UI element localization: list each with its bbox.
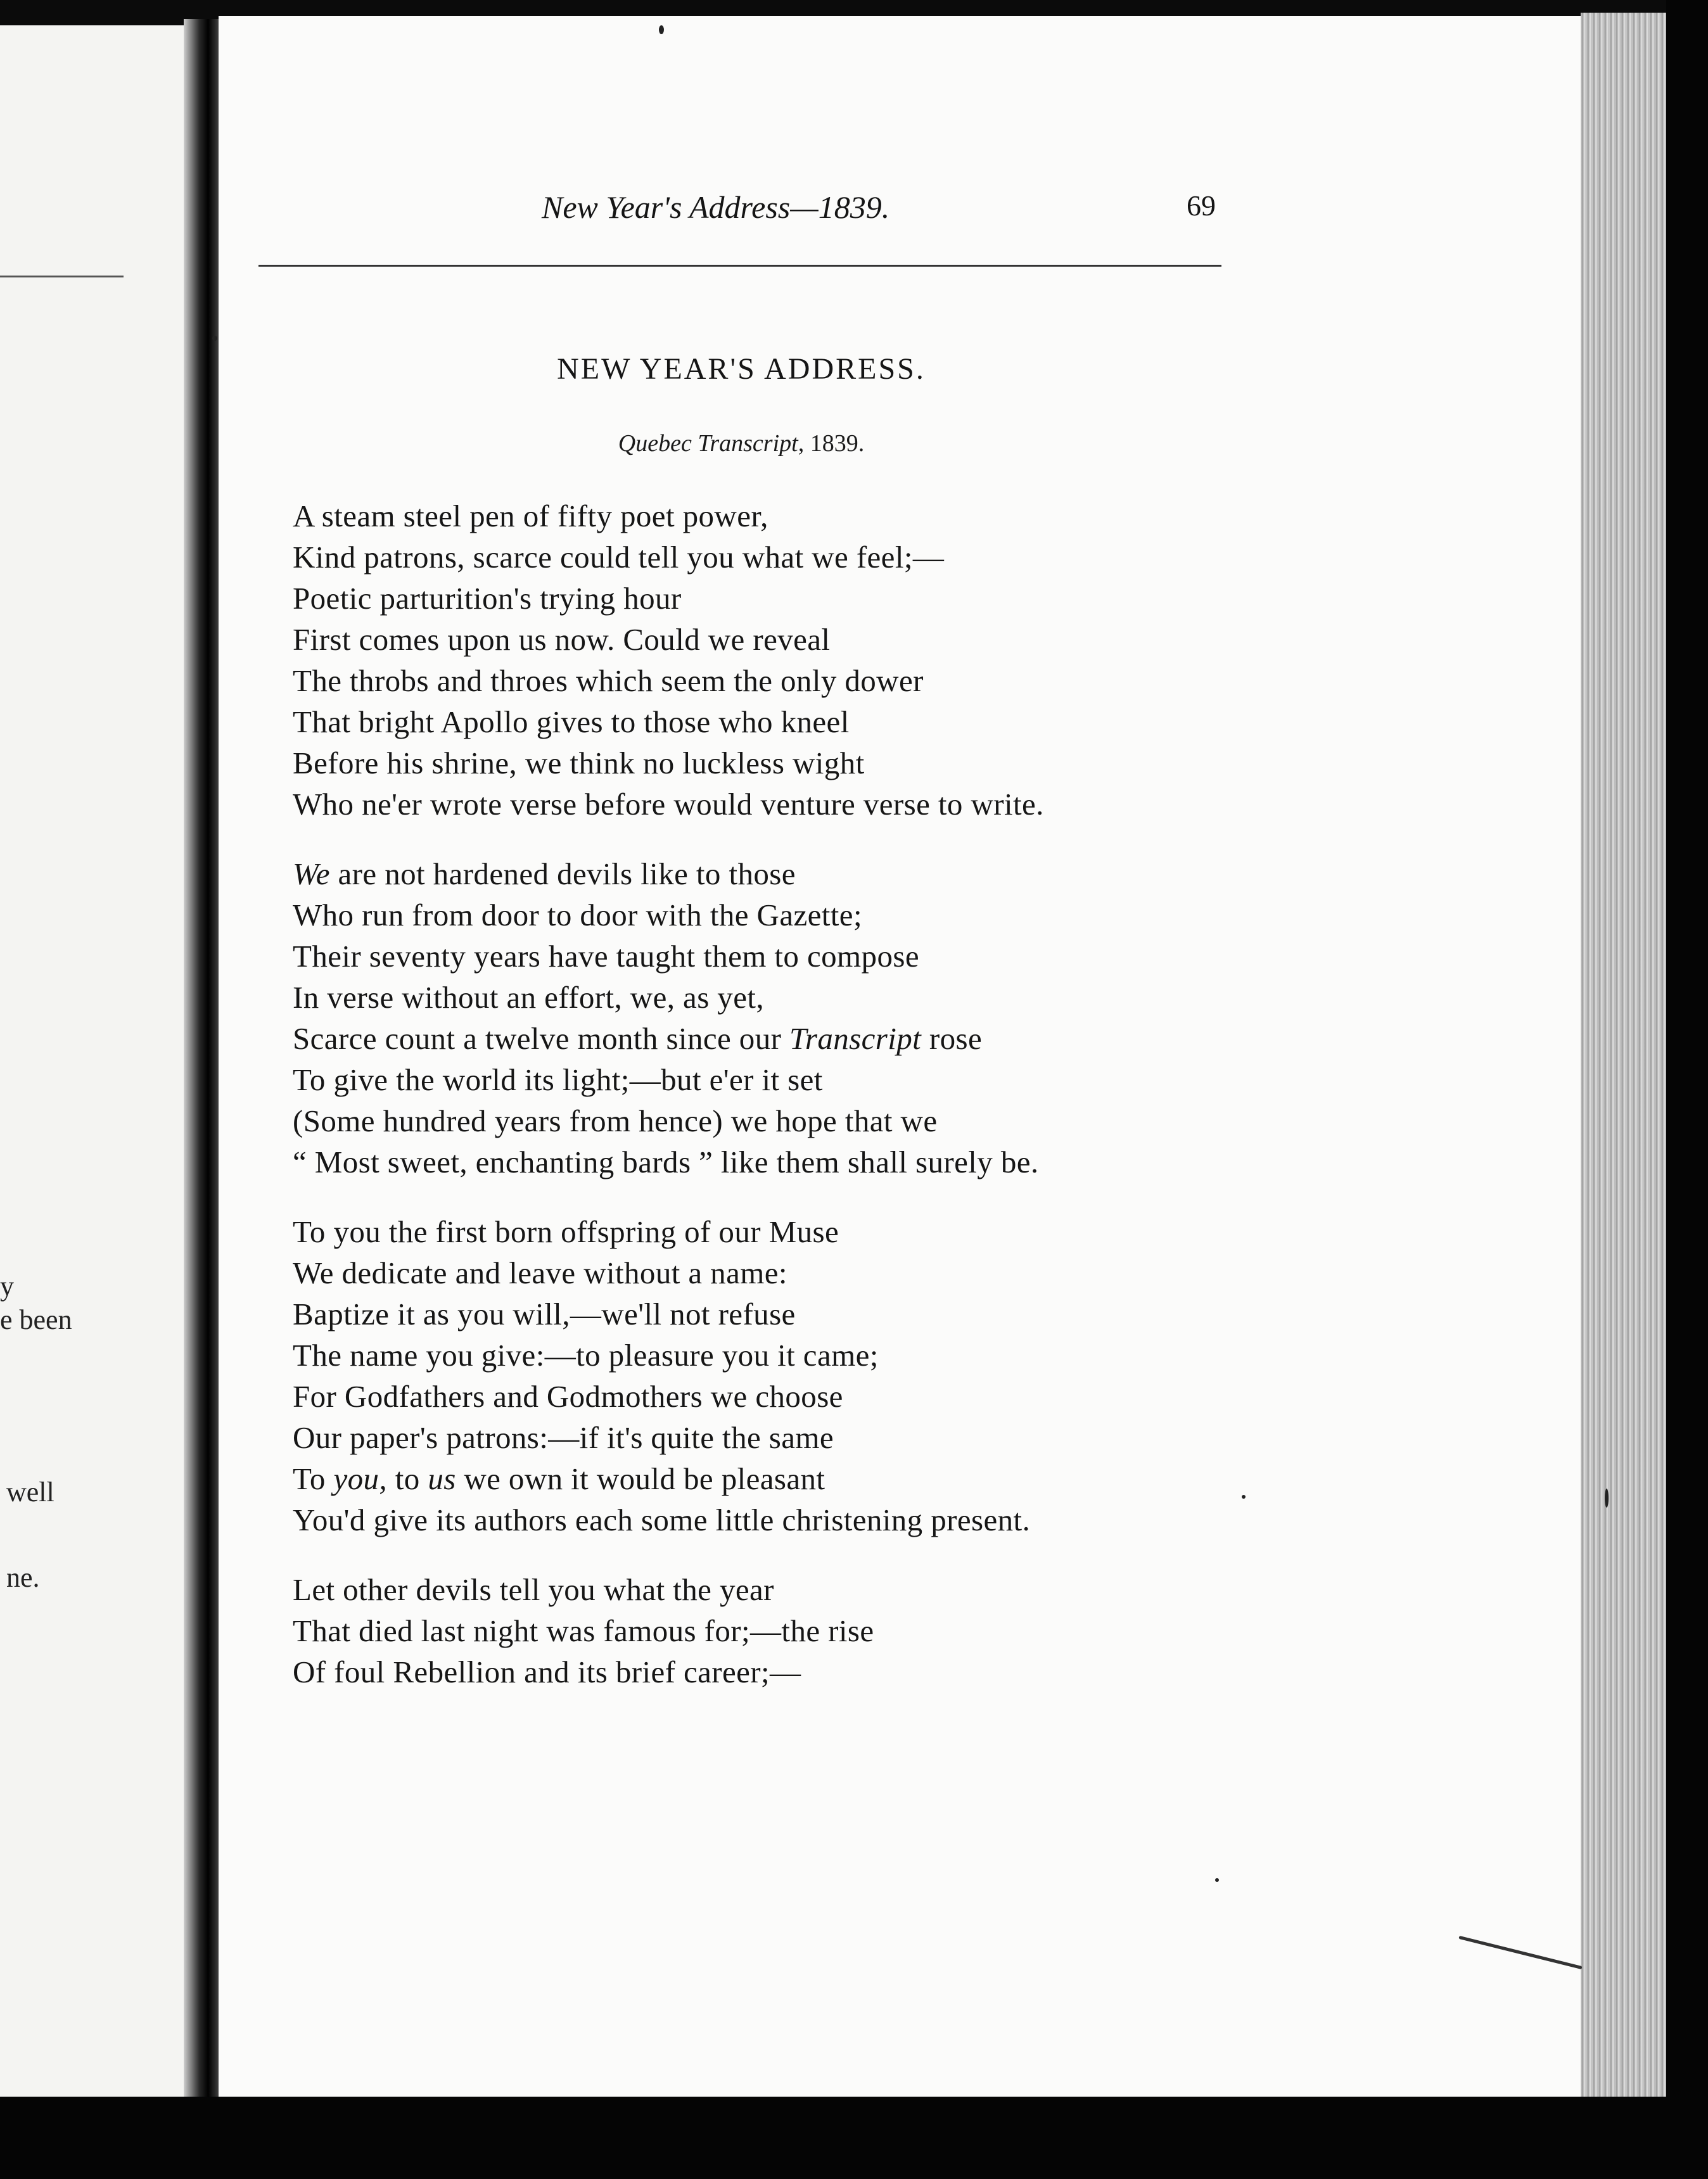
poem-line: Before his shrine, we think no luckless wight [293,746,865,780]
source-publication: Quebec Transcript, [618,430,805,457]
poem-line-text: rose [929,1021,983,1056]
poem-line: A steam steel pen of fifty poet power, [293,499,768,533]
poem-line: To you the first born offspring of our Muse [293,1214,839,1249]
poem-line: Who run from door to door with the Gazette; [293,898,862,932]
poem-line [293,1460,825,1498]
poem-line: That bright Apollo gives to those who kneel [293,704,850,739]
header-rule [258,265,1221,267]
italic-word: Transcript [789,1021,922,1056]
scan-speck [1215,1878,1219,1882]
poem-line: Who ne'er wrote verse before would venture verse to write. [293,787,1044,822]
poem-line: Of foul Rebellion and its brief career;— [293,1655,801,1689]
poem-line: In verse without an effort, we, as yet, [293,980,765,1015]
left-page-fragment: well [6,1477,54,1508]
poem-line-text: we own it would be pleasant [464,1461,825,1496]
poem-line: Baptize it as you will,—we'll not refuse [293,1297,796,1331]
left-page-fragment: y [0,1271,14,1302]
poem-line-text: are not hardened devils like to those [338,856,796,891]
right-page [219,16,1584,2100]
poem-line: Our paper's patrons:—if it's quite the same [293,1420,834,1455]
poem-line: For Godfathers and Godmothers we choose [293,1379,843,1414]
poem-line [293,1020,982,1058]
scan-border-bottom [0,2097,1708,2179]
running-head-title: New Year's Address—1839. [542,189,890,225]
italic-word: We [293,856,330,891]
poem-line: We dedicate and leave without a name: [293,1255,787,1290]
poem-line: You'd give its authors each some little christening present. [293,1502,1031,1537]
left-page-fragment: e been [0,1304,72,1335]
poem-line: First comes upon us now. Could we reveal [293,622,831,657]
poem-line: “ Most sweet, enchanting bards ” like them shall surely be. [293,1145,1039,1179]
scan-speck [212,336,217,341]
page-number: 69 [1187,189,1216,222]
poem-line: The throbs and throes which seem the only dower [293,663,924,698]
left-page-fragment: ne. [6,1562,40,1593]
poem-line: Poetic parturition's trying hour [293,581,682,616]
scan-border [1666,0,1708,2179]
poem-line: To give the world its light;—but e'er it set [293,1062,823,1097]
poem-line: Their seventy years have taught them to compose [293,939,919,974]
poem-line-text: Scarce count a twelve month since our [293,1021,782,1056]
poem-line: That died last night was famous for;—the rise [293,1613,874,1648]
left-page-rule [0,276,124,277]
poem-line: Let other devils tell you what the year [293,1572,774,1607]
left-facing-page [0,25,190,2109]
poem-line [293,855,796,893]
italic-word: us [428,1461,456,1496]
poem-line: Kind patrons, scarce could tell you what we feel;— [293,540,945,575]
poem-line: The name you give:—to pleasure you it came; [293,1338,879,1373]
page-edges [1581,13,1669,2097]
poem-line-text: to [395,1461,420,1496]
poem-title: NEW YEAR'S ADDRESS. [557,352,926,386]
poem-line-text: To [293,1461,326,1496]
poem-line: (Some hundred years from hence) we hope that we [293,1103,938,1138]
source-year: 1839. [810,430,865,457]
poem-source [0,429,1482,457]
scan-speck [1242,1495,1246,1499]
italic-word: you, [333,1461,388,1496]
scan-speck [659,25,664,34]
scan-speck [1605,1489,1609,1508]
